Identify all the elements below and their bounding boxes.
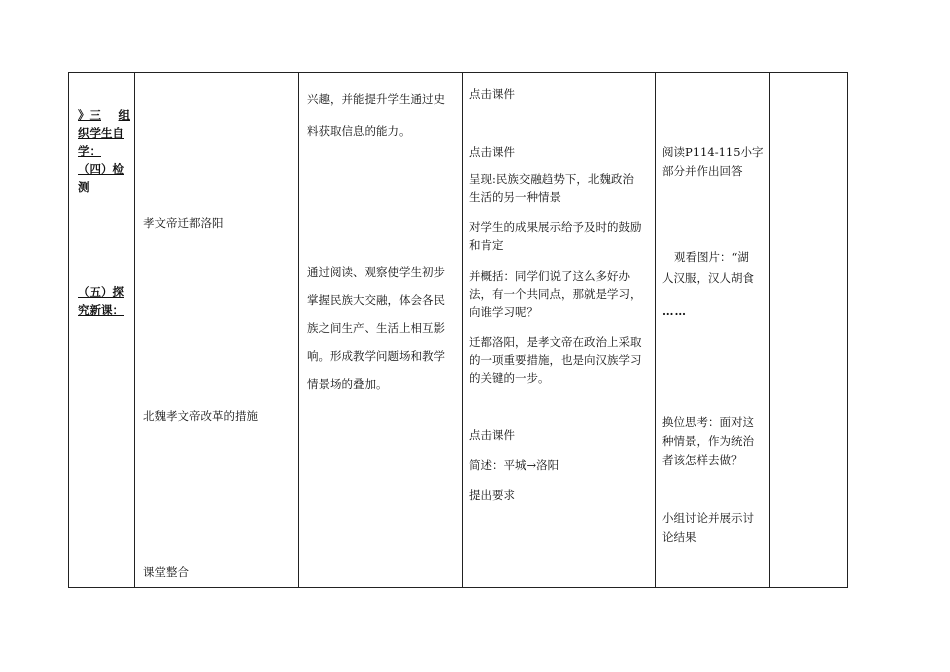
student-activity-column	[656, 73, 770, 588]
teacher-activity-column	[463, 73, 656, 588]
teacher-activity: 提出要求	[469, 488, 515, 502]
table-row	[69, 73, 848, 588]
stage-label-line: 织学生自	[78, 126, 124, 140]
intent-line: 族之间生产、生活上相互影	[307, 321, 445, 335]
student-activity: 小组讨论并展示讨	[662, 511, 754, 525]
intent-line: 兴趣，并能提升学生通过史	[307, 92, 445, 106]
teacher-activity: 对学生的成果展示给予及时的鼓励	[469, 220, 642, 234]
teacher-activity: 法，有一个共同点，那就是学习，	[469, 287, 642, 301]
student-activity: 种情景，作为统治	[662, 434, 754, 448]
intent-line: 情景场的叠加。	[307, 377, 388, 391]
stage-label-line: （四）检	[78, 162, 124, 176]
content-column	[135, 73, 299, 588]
intent-line: 掌握民族大交融，体会各民	[307, 293, 445, 307]
student-activity: ……	[662, 304, 687, 318]
lesson-plan-table	[68, 72, 848, 588]
stage-label-line: 究新课：	[78, 303, 124, 317]
teacher-activity: 点击课件	[469, 428, 515, 442]
student-activity: 观看图片：“湖	[674, 250, 749, 264]
student-activity: 阅读P114-115小字	[662, 145, 764, 159]
notes-column	[770, 73, 848, 588]
content-item: 孝文帝迁都洛阳	[143, 216, 224, 230]
stage-column	[69, 73, 135, 588]
intent-line: 通过阅读、观察使学生初步	[307, 265, 445, 279]
student-activity: 人汉服，汉人胡食	[662, 271, 754, 285]
stage-label-line: 测	[78, 180, 90, 194]
intent-line: 料获取信息的能力。	[307, 124, 411, 138]
content-item: 课堂整合	[143, 565, 189, 579]
teacher-activity: 简述：平城→洛阳	[469, 458, 560, 472]
intent-column	[299, 73, 463, 588]
teacher-activity: 点击课件	[469, 87, 515, 101]
teacher-activity: 呈现:民族交融趋势下，北魏政治	[469, 172, 634, 186]
stage-label-line: 学：	[78, 144, 101, 158]
teacher-activity: 生活的另一种情景	[469, 190, 561, 204]
student-activity: 者该怎样去做？	[662, 453, 743, 467]
teacher-activity: 并概括：同学们说了这么多好办	[469, 269, 630, 283]
intent-line: 响。形成教学问题场和教学	[307, 349, 445, 363]
teacher-activity: 和肯定	[469, 238, 504, 252]
teacher-activity: 的关键的一步。	[469, 371, 550, 385]
student-activity: 换位思考：面对这	[662, 415, 754, 429]
stage-label-line: 》三 组	[78, 108, 130, 122]
teacher-activity: 的一项重要措施，也是向汉族学习	[469, 353, 642, 367]
teacher-activity: 向谁学习呢？	[469, 305, 538, 319]
teacher-activity: 迁都洛阳，是孝文帝在政治上采取	[469, 335, 642, 349]
student-activity: 部分并作出回答	[662, 164, 743, 178]
student-activity: 论结果	[662, 530, 697, 544]
teacher-activity: 点击课件	[469, 145, 515, 159]
content-item: 北魏孝文帝改革的措施	[143, 409, 258, 423]
stage-label-line: （五）探	[78, 285, 124, 299]
